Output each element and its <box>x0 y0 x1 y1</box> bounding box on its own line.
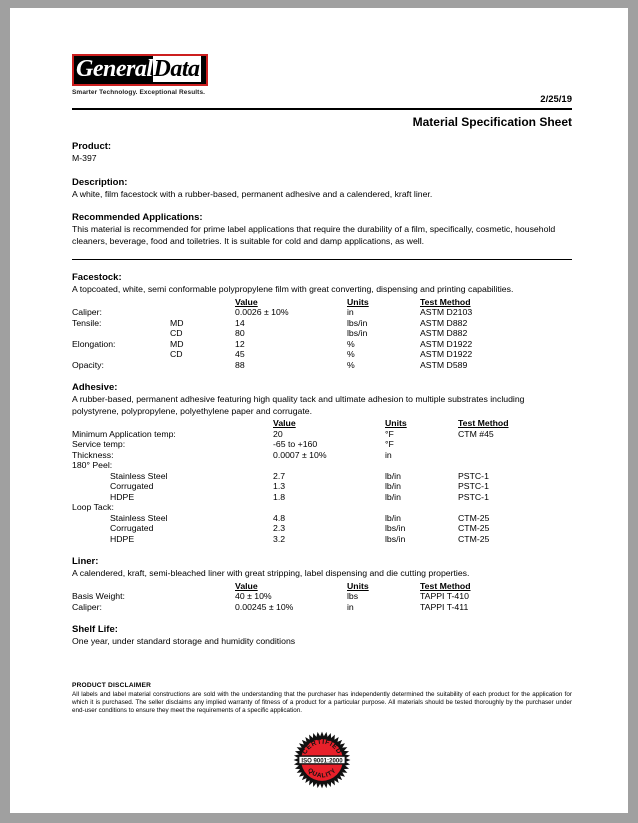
cell-label: 180° Peel: <box>72 460 113 470</box>
cell-test-method <box>458 450 572 461</box>
cell-test-method: ASTM D589 <box>420 359 468 370</box>
cell-units: % <box>347 359 355 370</box>
cell-label: Stainless Steel <box>110 470 168 481</box>
logo-box <box>72 54 208 86</box>
cell-label <box>72 349 170 360</box>
cell-units: lb/in <box>385 470 401 481</box>
cell-label: Corrugated <box>110 523 154 533</box>
table-row <box>72 471 572 482</box>
adhesive-heading: Adhesive: <box>72 382 118 393</box>
cell-test-method <box>458 439 572 450</box>
table-row <box>72 492 572 503</box>
cell-label: Basis Weight: <box>72 591 125 601</box>
column-header-value: Value <box>235 580 258 591</box>
shelf-life-heading: Shelf Life: <box>72 624 118 635</box>
cell-test-method: ASTM D2103 <box>420 307 473 317</box>
cell-value: -65 to +160 <box>273 439 318 449</box>
applications-divider <box>72 259 572 260</box>
cell-test-method: ASTM D882 <box>420 317 468 328</box>
table-row <box>72 513 572 524</box>
table-row <box>72 439 572 450</box>
document-header <box>72 50 572 108</box>
document-page <box>10 8 628 813</box>
product-value: M-397 <box>72 153 97 163</box>
facestock-table-body <box>72 307 572 370</box>
column-header-value: Value <box>235 296 258 307</box>
cell-direction: CD <box>170 328 183 338</box>
recommended-applications-body: This material is recommended for prime label applications that require the durability of a film, specifically, cosmetic, household cleaners, beverage, food and toiletries. It is suitable for cold and damp applications, as well. <box>72 224 556 246</box>
seal-center-text: ISO 9001:2000 <box>301 756 343 764</box>
table-row <box>72 481 572 492</box>
seal-bottom-text: QUALITY <box>306 766 338 780</box>
adhesive-body: A rubber-based, permanent adhesive featuring high quality tack and ultimate adhesion to multiple substrates including polystyrene, polypropylene, polyethylene paper and corrugate. <box>72 394 525 416</box>
recommended-applications-heading: Recommended Applications: <box>72 212 203 223</box>
cell-label: Caliper: <box>72 601 102 612</box>
cell-label: Minimum Application temp: <box>72 428 176 439</box>
shelf-life-body: One year, under standard storage and humidity conditions <box>72 636 296 646</box>
adhesive-table-head <box>72 418 572 429</box>
cell-units: °F <box>385 428 394 439</box>
facestock-table <box>72 297 572 371</box>
liner-table-head <box>72 581 572 592</box>
spacer-cell <box>72 581 170 592</box>
cell-direction <box>170 307 235 318</box>
table-row <box>72 602 572 613</box>
liner-heading: Liner: <box>72 556 99 567</box>
section-product <box>72 141 572 165</box>
cell-value: 14 <box>235 317 245 328</box>
document-date: 2/25/19 <box>540 94 572 105</box>
cell-direction <box>208 471 273 482</box>
section-recommended-applications <box>72 212 572 247</box>
cell-value: 1.3 <box>273 481 286 491</box>
cell-units: lbs/in <box>347 328 368 338</box>
cell-units: in <box>347 307 354 317</box>
adhesive-table-body <box>72 429 572 545</box>
cell-units: lb/in <box>385 481 401 491</box>
company-logo <box>72 54 208 96</box>
cell-value: 0.0007 ± 10% <box>273 449 327 460</box>
seal-graphic <box>293 731 351 789</box>
table-row <box>72 328 572 339</box>
cell-units: lbs/in <box>385 533 406 544</box>
cell-value: 40 ± 10% <box>235 591 272 601</box>
cell-direction: MD <box>170 317 184 328</box>
cell-label: Loop Tack: <box>72 502 114 512</box>
cell-value: 2.7 <box>273 470 286 481</box>
table-row <box>72 534 572 545</box>
cell-label: Elongation: <box>72 338 116 349</box>
column-header-value: Value <box>273 418 296 428</box>
column-header-units: Units <box>385 418 407 428</box>
cell-label: Stainless Steel <box>110 512 168 523</box>
cell-test-method: PSTC-1 <box>458 491 489 502</box>
cell-label: HDPE <box>110 533 135 544</box>
column-header-test-method: Test Method <box>458 418 509 428</box>
table-row <box>72 429 572 440</box>
cell-label <box>72 328 170 339</box>
cell-value: 20 <box>273 428 283 439</box>
logo-tagline: Smarter Technology. Exceptional Results. <box>72 89 206 96</box>
cell-test-method: ASTM D1922 <box>420 338 473 349</box>
seal-top-text: CERTIFIED <box>301 738 343 756</box>
logo-data-text: Data <box>153 56 200 82</box>
adhesive-table <box>72 418 572 544</box>
cell-direction: MD <box>170 338 184 349</box>
cell-value: 0.0026 ± 10% <box>235 307 289 317</box>
cell-units: % <box>347 338 355 349</box>
page-title: Material Specification Sheet <box>412 115 572 129</box>
table-header-row <box>72 418 572 429</box>
section-shelf-life <box>72 624 572 648</box>
cell-direction <box>208 481 273 492</box>
cell-direction <box>170 602 235 613</box>
cell-test-method: CTM-25 <box>458 512 490 523</box>
cell-units <box>385 460 458 471</box>
cell-direction <box>170 360 235 371</box>
cell-value: 0.00245 ± 10% <box>235 601 294 612</box>
cell-units: °F <box>385 439 394 449</box>
cell-test-method: CTM-25 <box>458 533 490 544</box>
cell-test-method: PSTC-1 <box>458 481 489 491</box>
column-header-units: Units <box>347 296 369 307</box>
iso-certification-seal-icon <box>293 731 351 789</box>
product-heading: Product: <box>72 141 112 152</box>
spacer-cell <box>208 418 273 429</box>
spacer-cell <box>170 581 235 592</box>
cell-test-method: TAPPI T-411 <box>420 601 469 612</box>
cell-test-method: CTM-25 <box>458 523 490 533</box>
cell-test-method <box>458 502 572 513</box>
column-header-units: Units <box>347 580 369 591</box>
cell-direction: CD <box>170 349 183 359</box>
cell-value: 45 <box>235 349 245 359</box>
section-adhesive <box>72 382 572 544</box>
cell-value: 4.8 <box>273 512 286 523</box>
cell-test-method: ASTM D882 <box>420 328 468 338</box>
table-row <box>72 318 572 329</box>
section-facestock <box>72 272 572 370</box>
cell-units: % <box>347 349 355 359</box>
cell-units: lb/in <box>385 512 401 523</box>
header-divider <box>72 108 572 110</box>
facestock-table-head <box>72 297 572 308</box>
section-liner <box>72 556 572 612</box>
cell-label: Caliper: <box>72 307 102 317</box>
table-row <box>72 339 572 350</box>
table-row <box>72 591 572 602</box>
cell-value: 3.2 <box>273 533 286 544</box>
cell-test-method: PSTC-1 <box>458 470 489 481</box>
cell-units: lbs/in <box>385 523 406 533</box>
cell-test-method <box>458 460 572 471</box>
column-header-test-method: Test Method <box>420 580 471 591</box>
table-row <box>72 360 572 371</box>
cell-value: 1.8 <box>273 491 286 502</box>
facestock-heading: Facestock: <box>72 272 122 283</box>
cell-direction <box>208 460 273 471</box>
cell-direction <box>208 523 273 534</box>
table-row <box>72 523 572 534</box>
cell-value: 88 <box>235 359 245 370</box>
spacer-cell <box>170 297 235 308</box>
cell-units: lbs/in <box>347 317 368 328</box>
cell-direction <box>208 439 273 450</box>
cell-direction <box>208 502 273 513</box>
cell-direction <box>170 591 235 602</box>
table-header-row <box>72 297 572 308</box>
liner-body: A calendered, kraft, semi-bleached liner with great stripping, label dispensing and die cutting properties. <box>72 568 470 578</box>
cell-test-method: CTM #45 <box>458 428 494 439</box>
table-row <box>72 307 572 318</box>
cell-label: Opacity: <box>72 359 104 370</box>
cell-label: Tensile: <box>72 317 102 328</box>
disclaimer-body: All labels and label material constructions are sold with the understanding that the purchaser has independently determined the suitability of each product for the application for which it is purchased. The seller disclaims any implied warranty of fitness of a product for a particular purpose. All materials should be tested thoroughly by the purchaser under end-user conditions to ensure they meet the requirements of a specific application. <box>72 690 572 714</box>
table-row <box>72 502 572 513</box>
cell-units: lbs <box>347 591 359 601</box>
cell-label: Corrugated <box>110 481 154 491</box>
cell-value: 2.3 <box>273 523 286 533</box>
table-row <box>72 450 572 461</box>
table-row <box>72 460 572 471</box>
logo-general-text: General <box>76 56 153 82</box>
cell-units: in <box>385 449 392 460</box>
cell-units <box>385 502 458 513</box>
cell-test-method: TAPPI T-410 <box>420 591 469 601</box>
cell-units: lb/in <box>385 491 401 502</box>
spacer-cell <box>72 418 208 429</box>
section-description <box>72 177 572 201</box>
cell-units: in <box>347 601 354 612</box>
cell-direction <box>208 429 273 440</box>
cell-test-method: ASTM D1922 <box>420 349 473 359</box>
liner-table <box>72 581 572 613</box>
cell-label: HDPE <box>110 491 135 502</box>
applications-divider-wrap <box>72 259 572 260</box>
section-disclaimer <box>72 682 572 715</box>
disclaimer-title: PRODUCT DISCLAIMER <box>72 681 152 689</box>
cell-direction <box>208 513 273 524</box>
logo-wordmark <box>76 57 204 82</box>
cell-value: 12 <box>235 338 245 349</box>
cell-value <box>273 460 385 471</box>
cell-label: Thickness: <box>72 449 114 460</box>
table-header-row <box>72 581 572 592</box>
document-content <box>72 50 572 789</box>
cell-direction <box>208 534 273 545</box>
description-body: A white, film facestock with a rubber-based, permanent adhesive and a calendered, kraft liner. <box>72 188 433 199</box>
column-header-test-method: Test Method <box>420 296 471 307</box>
cell-direction <box>208 492 273 503</box>
liner-table-body <box>72 591 572 612</box>
certification-seal-wrap <box>72 731 572 789</box>
cell-label: Service temp: <box>72 439 126 449</box>
facestock-body: A topcoated, white, semi conformable polypropylene film with great converting, dispensing and printing capabilities. <box>72 284 514 294</box>
cell-value <box>273 502 385 513</box>
cell-direction <box>208 450 273 461</box>
table-row <box>72 349 572 360</box>
cell-value: 80 <box>235 328 245 338</box>
description-heading: Description: <box>72 176 128 188</box>
spacer-cell <box>72 297 170 308</box>
